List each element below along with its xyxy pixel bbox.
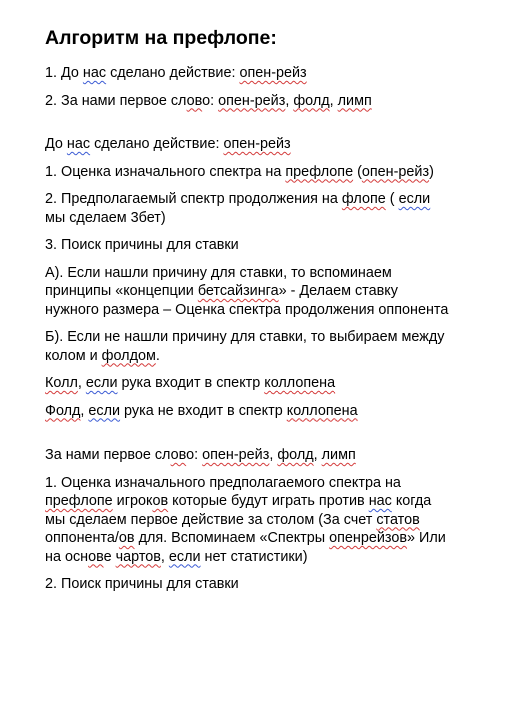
section1-option-a-line-3: нужного размера – Оценка спектра продолжения оппонента <box>45 301 449 318</box>
section1-option-b-line-2: колом и фолдом. <box>45 347 160 364</box>
section1-step-2-line-2: мы сделаем 3бет) <box>45 209 166 226</box>
section1-heading: До нас сделано действие: опен-рейз <box>45 136 291 152</box>
section1-step-1: 1. Оценка изначального спектра на префлопе (опен-рейз) <box>45 163 434 180</box>
section2-step-1-line-4: оппонента/ов для. Вспоминаем «Спектры опенрейзов» Или <box>45 530 446 546</box>
section1-call-rule: Колл, если рука входит в спектр коллопена <box>45 375 336 391</box>
section1-option-a-line-2: принципы «концепции бетсайзинга» - Делаем ставку <box>45 283 398 299</box>
section1-step-2 <box>45 190 485 227</box>
section2-heading: За нами первое слово: опен-рейз, фолд, лимп <box>45 447 356 463</box>
section1-option-b-line-1: Б). Если не нашли причину для ставки, то выбираем между <box>45 329 445 345</box>
section1-option-b <box>45 328 485 365</box>
section1-option-a-line-1: А). Если нашли причину для ставки, то вспоминаем <box>45 264 392 281</box>
section1-fold-rule: Фолд, если рука не входит в спектр коллопена <box>45 402 358 419</box>
section2-step-1-line-3: мы сделаем первое действие за столом (За счет статов <box>45 511 420 528</box>
overview-item-1: 1. До нас сделано действие: опен-рейз <box>45 65 307 81</box>
section2-step-1-line-2: префлопе игроков которые будут играть против нас когда <box>45 493 432 509</box>
section2-step-2: 2. Поиск причины для ставки <box>45 576 239 592</box>
section2-step-1-line-1: 1. Оценка изначального предполагаемого спектра на <box>45 474 401 491</box>
section2-step-1 <box>45 474 485 567</box>
document-title: Алгоритм на префлопе: <box>45 27 277 49</box>
section1-step-2-line-1: 2. Предполагаемый спектр продолжения на флопе ( если <box>45 191 431 207</box>
section2-step-1-line-5: на основе чартов, если нет статистики) <box>45 548 308 565</box>
overview-item-2: 2. За нами первое слово: опен-рейз, фолд, лимп <box>45 92 372 109</box>
section1-step-3: 3. Поиск причины для ставки <box>45 237 239 253</box>
document-page <box>45 26 485 603</box>
section1-option-a <box>45 264 485 320</box>
